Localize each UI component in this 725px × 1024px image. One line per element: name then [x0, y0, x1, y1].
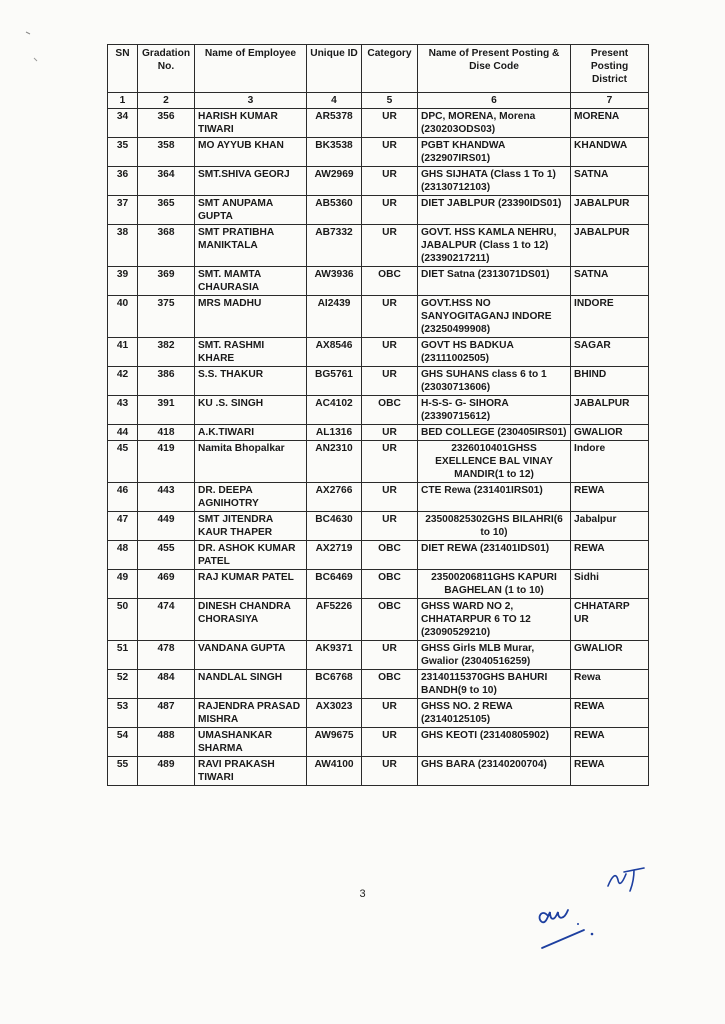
table-row	[108, 641, 649, 670]
cell-category: UR	[362, 296, 418, 338]
table-row	[108, 570, 649, 599]
cell-category: UR	[362, 167, 418, 196]
cell-gradation-no: 484	[138, 670, 195, 699]
table-row	[108, 225, 649, 267]
cell-gradation-no: 364	[138, 167, 195, 196]
cell-unique-id: AF5226	[307, 599, 362, 641]
cell-present-posting: GHS KEOTI (23140805902)	[418, 728, 571, 757]
cell-present-posting: GOVT HS BADKUA (23111002505)	[418, 338, 571, 367]
cell-sn: 48	[108, 541, 138, 570]
header-posting-district: Present Posting District	[571, 45, 649, 93]
cell-category: UR	[362, 225, 418, 267]
table-row	[108, 699, 649, 728]
cell-gradation-no: 375	[138, 296, 195, 338]
cell-gradation-no: 469	[138, 570, 195, 599]
cell-sn: 34	[108, 109, 138, 138]
cell-category: OBC	[362, 670, 418, 699]
cell-sn: 38	[108, 225, 138, 267]
cell-unique-id: BG5761	[307, 367, 362, 396]
cell-posting-district: REWA	[571, 483, 649, 512]
cell-present-posting: CTE Rewa (231401IRS01)	[418, 483, 571, 512]
cell-unique-id: AX2719	[307, 541, 362, 570]
cell-unique-id: AW3936	[307, 267, 362, 296]
cell-present-posting: PGBT KHANDWA (232907IRS01)	[418, 138, 571, 167]
cell-gradation-no: 419	[138, 441, 195, 483]
cell-gradation-no: 391	[138, 396, 195, 425]
cell-sn: 52	[108, 670, 138, 699]
table-row	[108, 167, 649, 196]
cell-unique-id: AX8546	[307, 338, 362, 367]
cell-category: UR	[362, 641, 418, 670]
table-row	[108, 541, 649, 570]
header-sn: SN	[108, 45, 138, 93]
cell-employee-name: DR. ASHOK KUMAR PATEL	[195, 541, 307, 570]
cell-sn: 44	[108, 425, 138, 441]
cell-employee-name: SMT PRATIBHA MANIKTALA	[195, 225, 307, 267]
cell-gradation-no: 358	[138, 138, 195, 167]
column-number-row	[108, 93, 649, 109]
cell-sn: 39	[108, 267, 138, 296]
cell-employee-name: RAVI PRAKASH TIWARI	[195, 757, 307, 786]
cell-present-posting: 23500206811GHS KAPURI BAGHELAN (1 to 10)	[418, 570, 571, 599]
cell-present-posting: 23500825302GHS BILAHRI(6 to 10)	[418, 512, 571, 541]
table-body	[108, 93, 649, 786]
cell-category: UR	[362, 757, 418, 786]
table-row	[108, 338, 649, 367]
cell-posting-district: Sidhi	[571, 570, 649, 599]
cell-employee-name: MO AYYUB KHAN	[195, 138, 307, 167]
cell-category: OBC	[362, 541, 418, 570]
cell-employee-name: VANDANA GUPTA	[195, 641, 307, 670]
header-unique-id: Unique ID	[307, 45, 362, 93]
cell-sn: 42	[108, 367, 138, 396]
table-row	[108, 757, 649, 786]
cell-unique-id: AB7332	[307, 225, 362, 267]
table-row	[108, 441, 649, 483]
cell-sn: 35	[108, 138, 138, 167]
cell-posting-district: GWALIOR	[571, 425, 649, 441]
cell-employee-name: SMT. MAMTA CHAURASIA	[195, 267, 307, 296]
column-number: 6	[418, 93, 571, 109]
table-row	[108, 599, 649, 641]
table-row	[108, 367, 649, 396]
signature-1-icon	[604, 864, 650, 894]
cell-sn: 53	[108, 699, 138, 728]
cell-category: UR	[362, 367, 418, 396]
cell-employee-name: UMASHANKAR SHARMA	[195, 728, 307, 757]
cell-posting-district: SATNA	[571, 267, 649, 296]
cell-gradation-no: 365	[138, 196, 195, 225]
cell-employee-name: RAJENDRA PRASAD MISHRA	[195, 699, 307, 728]
cell-employee-name: SMT. RASHMI KHARE	[195, 338, 307, 367]
cell-posting-district: REWA	[571, 728, 649, 757]
cell-unique-id: AX3023	[307, 699, 362, 728]
cell-unique-id: AC4102	[307, 396, 362, 425]
cell-sn: 51	[108, 641, 138, 670]
cell-category: OBC	[362, 396, 418, 425]
cell-present-posting: GOVT.HSS NO SANYOGITAGANJ INDORE (23250499908)	[418, 296, 571, 338]
cell-gradation-no: 382	[138, 338, 195, 367]
cell-unique-id: AL1316	[307, 425, 362, 441]
cell-posting-district: JABALPUR	[571, 225, 649, 267]
cell-category: OBC	[362, 599, 418, 641]
column-number: 4	[307, 93, 362, 109]
cell-gradation-no: 478	[138, 641, 195, 670]
cell-gradation-no: 368	[138, 225, 195, 267]
cell-gradation-no: 455	[138, 541, 195, 570]
cell-gradation-no: 369	[138, 267, 195, 296]
column-number: 2	[138, 93, 195, 109]
cell-sn: 50	[108, 599, 138, 641]
cell-sn: 40	[108, 296, 138, 338]
cell-posting-district: Rewa	[571, 670, 649, 699]
table-row	[108, 512, 649, 541]
column-number: 5	[362, 93, 418, 109]
cell-posting-district: SAGAR	[571, 338, 649, 367]
cell-present-posting: GHS SIJHATA (Class 1 To 1) (23130712103)	[418, 167, 571, 196]
cell-sn: 55	[108, 757, 138, 786]
cell-category: UR	[362, 699, 418, 728]
cell-employee-name: SMT.SHIVA GEORJ	[195, 167, 307, 196]
cell-unique-id: BK3538	[307, 138, 362, 167]
cell-posting-district: MORENA	[571, 109, 649, 138]
cell-present-posting: DIET REWA (231401IDS01)	[418, 541, 571, 570]
cell-category: UR	[362, 138, 418, 167]
cell-employee-name: HARISH KUMAR TIWARI	[195, 109, 307, 138]
employee-table	[107, 44, 649, 786]
cell-present-posting: GHS SUHANS class 6 to 1 (23030713606)	[418, 367, 571, 396]
cell-sn: 45	[108, 441, 138, 483]
cell-employee-name: Namita Bhopalkar	[195, 441, 307, 483]
cell-present-posting: BED COLLEGE (230405IRS01)	[418, 425, 571, 441]
cell-employee-name: NANDLAL SINGH	[195, 670, 307, 699]
cell-sn: 49	[108, 570, 138, 599]
cell-present-posting: GOVT. HSS KAMLA NEHRU, JABALPUR (Class 1 to 12) (23390217211)	[418, 225, 571, 267]
column-number: 1	[108, 93, 138, 109]
cell-employee-name: RAJ KUMAR PATEL	[195, 570, 307, 599]
cell-posting-district: Jabalpur	[571, 512, 649, 541]
cell-posting-district: JABALPUR	[571, 196, 649, 225]
cell-posting-district: GWALIOR	[571, 641, 649, 670]
cell-category: UR	[362, 338, 418, 367]
table-row	[108, 296, 649, 338]
page-number: 3	[359, 888, 366, 900]
cell-category: UR	[362, 425, 418, 441]
cell-category: OBC	[362, 570, 418, 599]
cell-posting-district: SATNA	[571, 167, 649, 196]
table-row	[108, 728, 649, 757]
header-employee-name: Name of Employee	[195, 45, 307, 93]
cell-posting-district: REWA	[571, 541, 649, 570]
cell-unique-id: BC4630	[307, 512, 362, 541]
cell-unique-id: AX2766	[307, 483, 362, 512]
cell-gradation-no: 356	[138, 109, 195, 138]
cell-present-posting: GHSS WARD NO 2, CHHATARPUR 6 TO 12 (23090529210)	[418, 599, 571, 641]
cell-employee-name: S.S. THAKUR	[195, 367, 307, 396]
cell-sn: 37	[108, 196, 138, 225]
cell-sn: 43	[108, 396, 138, 425]
cell-category: UR	[362, 512, 418, 541]
cell-unique-id: AI2439	[307, 296, 362, 338]
cell-category: UR	[362, 109, 418, 138]
cell-category: UR	[362, 196, 418, 225]
table-row	[108, 425, 649, 441]
cell-employee-name: A.K.TIWARI	[195, 425, 307, 441]
header-gradation-no: Gradation No.	[138, 45, 195, 93]
cell-posting-district: KHANDWA	[571, 138, 649, 167]
table-row	[108, 396, 649, 425]
header-category: Category	[362, 45, 418, 93]
cell-unique-id: BC6469	[307, 570, 362, 599]
cell-unique-id: AR5378	[307, 109, 362, 138]
column-number: 7	[571, 93, 649, 109]
table-row	[108, 138, 649, 167]
cell-present-posting: GHSS NO. 2 REWA (23140125105)	[418, 699, 571, 728]
cell-posting-district: BHIND	[571, 367, 649, 396]
table-row	[108, 196, 649, 225]
cell-unique-id: AW9675	[307, 728, 362, 757]
table-header-row	[108, 45, 649, 93]
cell-employee-name: DINESH CHANDRA CHORASIYA	[195, 599, 307, 641]
cell-employee-name: DR. DEEPA AGNIHOTRY	[195, 483, 307, 512]
cell-present-posting: GHSS Girls MLB Murar, Gwalior (23040516259)	[418, 641, 571, 670]
cell-sn: 41	[108, 338, 138, 367]
cell-gradation-no: 488	[138, 728, 195, 757]
table-row	[108, 109, 649, 138]
cell-category: UR	[362, 728, 418, 757]
signature-2-icon	[534, 898, 598, 958]
cell-sn: 54	[108, 728, 138, 757]
cell-employee-name: SMT JITENDRA KAUR THAPER	[195, 512, 307, 541]
cell-unique-id: AK9371	[307, 641, 362, 670]
scan-artifact-icon	[20, 28, 50, 78]
cell-present-posting: 23140115370GHS BAHURI BANDH(9 to 10)	[418, 670, 571, 699]
cell-posting-district: REWA	[571, 757, 649, 786]
cell-posting-district: JABALPUR	[571, 396, 649, 425]
header-present-posting: Name of Present Posting & Dise Code	[418, 45, 571, 93]
cell-unique-id: AN2310	[307, 441, 362, 483]
cell-category: UR	[362, 483, 418, 512]
cell-category: OBC	[362, 267, 418, 296]
cell-posting-district: INDORE	[571, 296, 649, 338]
cell-gradation-no: 443	[138, 483, 195, 512]
cell-sn: 46	[108, 483, 138, 512]
cell-present-posting: H-S-S- G- SIHORA (23390715612)	[418, 396, 571, 425]
cell-present-posting: DIET Satna (2313071DS01)	[418, 267, 571, 296]
cell-present-posting: DPC, MORENA, Morena (230203ODS03)	[418, 109, 571, 138]
cell-gradation-no: 489	[138, 757, 195, 786]
cell-gradation-no: 449	[138, 512, 195, 541]
cell-unique-id: AW2969	[307, 167, 362, 196]
table-row	[108, 670, 649, 699]
cell-posting-district: Indore	[571, 441, 649, 483]
cell-gradation-no: 418	[138, 425, 195, 441]
cell-gradation-no: 386	[138, 367, 195, 396]
column-number: 3	[195, 93, 307, 109]
cell-posting-district: REWA	[571, 699, 649, 728]
table-row	[108, 483, 649, 512]
cell-employee-name: SMT ANUPAMA GUPTA	[195, 196, 307, 225]
cell-unique-id: AW4100	[307, 757, 362, 786]
cell-gradation-no: 474	[138, 599, 195, 641]
cell-present-posting: 2326010401GHSS EXELLENCE BAL VINAY MANDIR(1 to 12)	[418, 441, 571, 483]
cell-present-posting: GHS BARA (23140200704)	[418, 757, 571, 786]
cell-sn: 47	[108, 512, 138, 541]
cell-unique-id: AB5360	[307, 196, 362, 225]
cell-employee-name: MRS MADHU	[195, 296, 307, 338]
cell-employee-name: KU .S. SINGH	[195, 396, 307, 425]
cell-unique-id: BC6768	[307, 670, 362, 699]
cell-category: UR	[362, 441, 418, 483]
table-row	[108, 267, 649, 296]
cell-sn: 36	[108, 167, 138, 196]
cell-posting-district: CHHATARP UR	[571, 599, 649, 641]
cell-gradation-no: 487	[138, 699, 195, 728]
cell-present-posting: DIET JABLPUR (23390IDS01)	[418, 196, 571, 225]
